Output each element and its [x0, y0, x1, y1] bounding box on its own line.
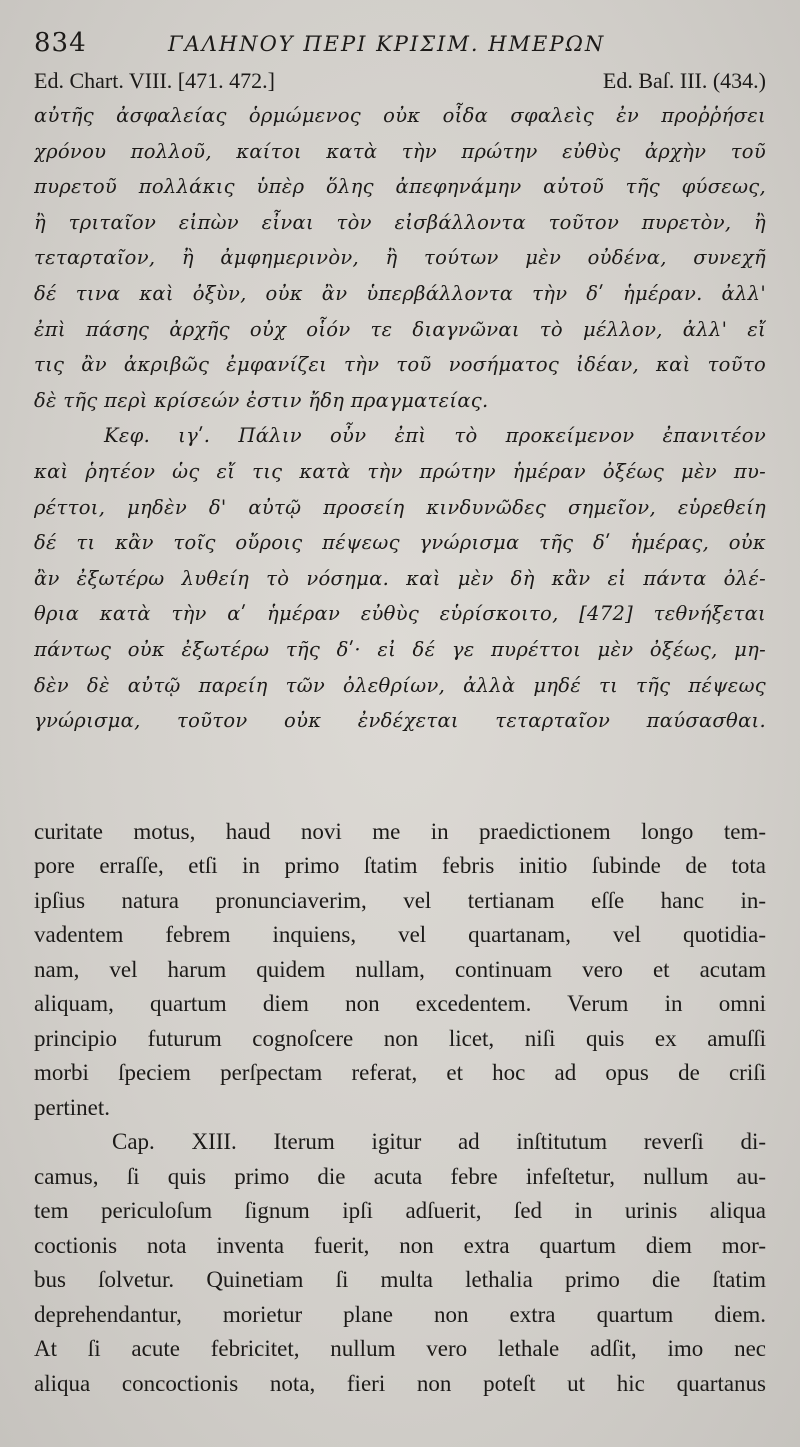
- latin-line: aliquam, quartum diem non excedentem. Verum in omni: [34, 991, 766, 1017]
- latin-line: aliqua concoctionis nota, fieri non poteſt ut hic quartanus: [34, 1370, 766, 1396]
- page-number: 834: [34, 28, 87, 58]
- latin-line: curitate motus, haud novi me in praedictionem longo tem-: [34, 818, 766, 844]
- greek-line: τεταρταῖον, ἢ ἀμφημερινὸν, ἢ τούτων μὲν οὐδένα, συνεχῆ: [34, 246, 766, 270]
- edition-ref-left: Ed. Chart. VIII. [471. 472.]: [34, 68, 275, 93]
- greek-line: χρόνου πολλοῦ, καίτοι κατὰ τὴν πρώτην εὐθὺς ἀρχὴν τοῦ: [34, 139, 766, 163]
- greek-line: ρέττοι, μηδὲν δ' αὐτῷ προσείη κινδυνῶδες σημεῖον, εὑρεθείη: [34, 495, 766, 519]
- section-gap: [34, 739, 766, 815]
- latin-line: deprehendantur, morietur plane non extra quartum diem.: [34, 1301, 766, 1327]
- edition-ref-right: Ed. Baſ. III. (434.): [602, 68, 766, 93]
- latin-line: principio futurum cognoſcere non licet, niſi quis ex amuſſi: [34, 1025, 766, 1051]
- greek-line: αὐτῆς ἀσφαλείας ὁρμώμενος οὐκ οἶδα σφαλεὶς ἐν προῤῥήσει: [34, 104, 766, 127]
- greek-line: δέ τι κἂν τοῖς οὔροις πέψεως γνώρισμα τῆς δʹ ἡμέρας, οὐκ: [34, 531, 766, 555]
- latin-line: tem periculoſum ſignum ipſi adſuerit, ſed in urinis aliqua: [34, 1198, 766, 1224]
- greek-line: δέ τινα καὶ ὀξὺν, οὐκ ἂν ὑπερβάλλοντα τὴν δʹ ἡμέραν. ἀλλ': [34, 281, 766, 305]
- latin-chapter-heading-line: Cap. XIII. Iterum igitur ad inſtitutum reverſi di-: [112, 1129, 766, 1155]
- latin-line: At ſi acute febricitet, nullum vero lethale adſit, imo nec: [34, 1336, 766, 1362]
- greek-line: θρια κατὰ τὴν αʹ ἡμέραν εὐθὺς εὑρίσκοιτο, [472] τεθνήξεται: [34, 602, 766, 626]
- greek-line: καὶ ῥητέον ὡς εἴ τις κατὰ τὴν πρώτην ἡμέραν ὀξέως μὲν πυ-: [34, 459, 766, 483]
- latin-line: vadentem febrem inquiens, vel quartanam, vel quotidia-: [34, 922, 766, 948]
- greek-line: δὲ τῆς περὶ κρίσεών ἐστιν ἤδη πραγματείας.: [34, 388, 489, 412]
- greek-line: πάντως οὐκ ἐξωτέρω τῆς δʹ· εἰ δέ γε πυρέττοι μὲν ὀξέως, μη-: [34, 637, 766, 661]
- latin-line: pertinet.: [34, 1094, 110, 1120]
- latin-line: ipſius natura pronunciaverim, vel tertianam eſſe hanc in-: [34, 887, 766, 913]
- greek-line: πυρετοῦ πολλάκις ὑπὲρ ὅλης ἀπεφηνάμην αὐτοῦ τῆς φύσεως,: [34, 175, 766, 199]
- greek-line: ἂν ἐξωτέρω λυθείη τὸ νόσημα. καὶ μὲν δὴ κἂν εἰ πάντα ὀλέ-: [34, 566, 766, 590]
- latin-line: nam, vel harum quidem nullam, continuam vero et acutam: [34, 956, 766, 982]
- latin-line: pore erraſſe, etſi in primo ſtatim febris initio ſubinde de tota: [34, 853, 766, 879]
- greek-line: ἢ τριταῖον εἰπὼν εἶναι τὸν εἰσβάλλοντα τοῦτον πυρετὸν, ἢ: [34, 210, 766, 234]
- latin-line: coctionis nota inventa fuerit, non extra quartum diem mor-: [34, 1232, 766, 1258]
- latin-line: morbi ſpeciem perſpectam referat, et hoc ad opus de criſi: [34, 1060, 766, 1086]
- greek-text-block: [34, 98, 766, 739]
- greek-line: τις ἂν ἀκριβῶς ἐμφανίζει τὴν τοῦ νοσήματος ἰδέαν, καὶ τοῦτο: [34, 353, 766, 377]
- header-title: ΓΑΛΗΝΟΥ ΠΕΡΙ ΚΡΙΣΙΜ. ΗΜΕΡΩΝ: [168, 32, 606, 56]
- greek-line: ἐπὶ πάσης ἀρχῆς οὐχ οἷόν τε διαγνῶναι τὸ μέλλον, ἀλλ' εἴ: [34, 317, 766, 341]
- running-head: [34, 28, 766, 68]
- latin-line: bus ſolvetur. Quinetiam ſi multa lethalia primo die ſtatim: [34, 1267, 766, 1293]
- latin-text-block: [34, 815, 766, 1402]
- edition-references: [34, 68, 766, 98]
- latin-line: camus, ſi quis primo die acuta febre infeſtetur, nullum au-: [34, 1163, 766, 1189]
- greek-chapter-heading-line: Κεφ. ιγʹ. Πάλιν οὖν ἐπὶ τὸ προκείμενον ἐπανιτέον: [104, 424, 766, 448]
- greek-line: γνώρισμα, τοῦτον οὐκ ἐνδέχεται τεταρταῖον παύσασθαι.: [34, 709, 766, 733]
- greek-line: δὲν δὲ αὐτῷ παρείη τῶν ὀλεθρίων, ἀλλὰ μηδέ τι τῆς πέψεως: [34, 673, 766, 697]
